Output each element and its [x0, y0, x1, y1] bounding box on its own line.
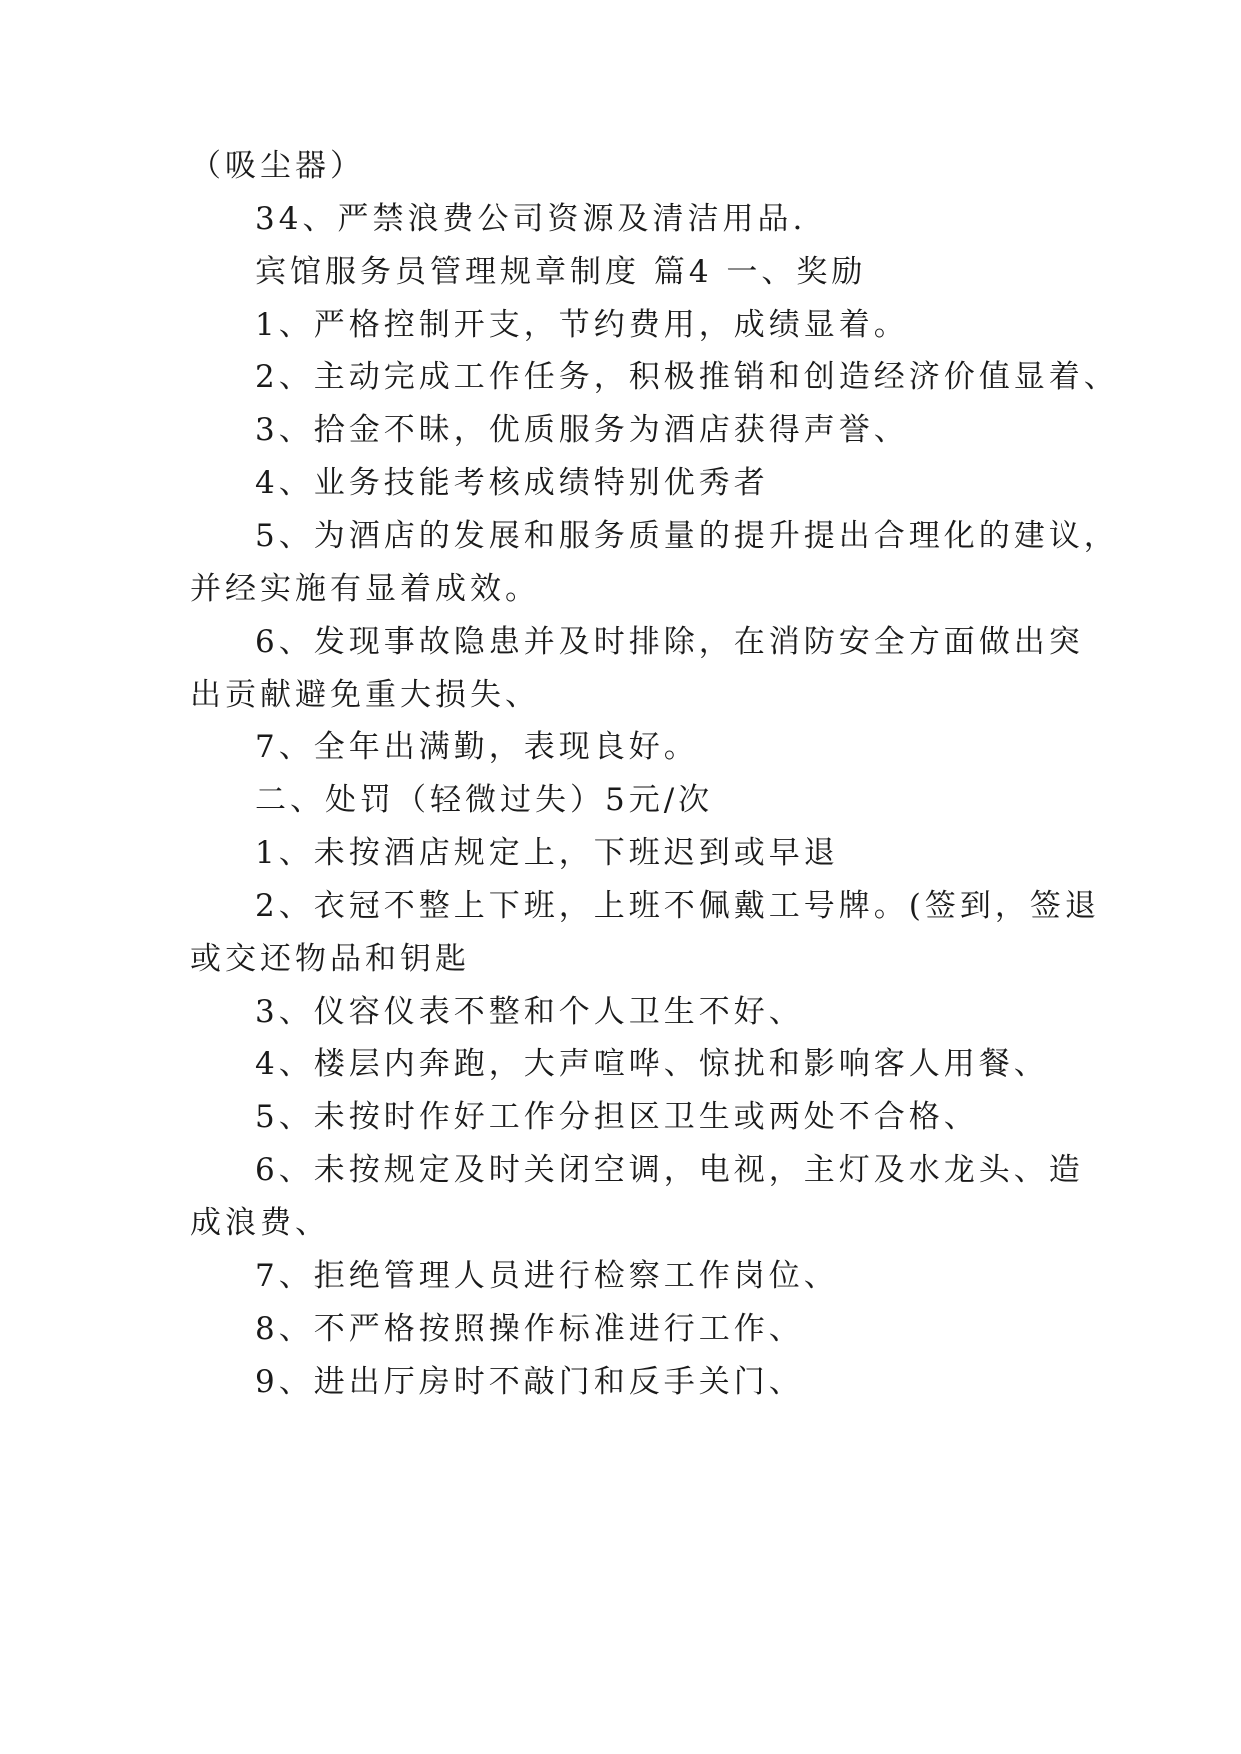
text-line: 3、仪容仪表不整和个人卫生不好、	[255, 994, 804, 1030]
text-line: 2、衣冠不整上下班，上班不佩戴工号牌。(签到，签退	[255, 888, 1100, 924]
text-line: 5、为酒店的发展和服务质量的提升提出合理化的建议，	[255, 518, 1119, 554]
text-line: 成浪费、	[190, 1205, 330, 1241]
text-line: 6、未按规定及时关闭空调，电视，主灯及水龙头、造	[255, 1152, 1084, 1188]
text-line: 2、主动完成工作任务，积极推销和创造经济价值显着、	[255, 359, 1119, 395]
text-line: 出贡献避免重大损失、	[190, 677, 540, 713]
section-heading-line: 二、处罚（轻微过失）5元/次	[255, 782, 714, 818]
text-line: 7、全年出满勤，表现良好。	[255, 729, 699, 765]
text-line: 9、进出厅房时不敲门和反手关门、	[255, 1364, 804, 1400]
text-line: 6、发现事故隐患并及时排除，在消防安全方面做出突	[255, 624, 1084, 660]
text-line: 34、严禁浪费公司资源及清洁用品.	[255, 201, 807, 237]
text-line: 并经实施有显着成效。	[190, 571, 540, 607]
text-line: 1、严格控制开支，节约费用，成绩显着。	[255, 307, 909, 343]
text-line: 3、拾金不昧，优质服务为酒店获得声誉、	[255, 412, 909, 448]
text-line: （吸尘器）	[190, 148, 365, 184]
text-line: 或交还物品和钥匙	[190, 941, 470, 977]
text-line: 4、楼层内奔跑，大声喧哗、惊扰和影响客人用餐、	[255, 1046, 1049, 1082]
text-line: 7、拒绝管理人员进行检察工作岗位、	[255, 1258, 839, 1294]
text-line: 5、未按时作好工作分担区卫生或两处不合格、	[255, 1099, 979, 1135]
text-line: 1、未按酒店规定上，下班迟到或早退	[255, 835, 839, 871]
section-heading-line: 宾馆服务员管理规章制度 篇4 一、奖励	[255, 254, 867, 290]
text-line: 4、业务技能考核成绩特别优秀者	[255, 465, 769, 501]
text-line: 8、不严格按照操作标准进行工作、	[255, 1311, 804, 1347]
